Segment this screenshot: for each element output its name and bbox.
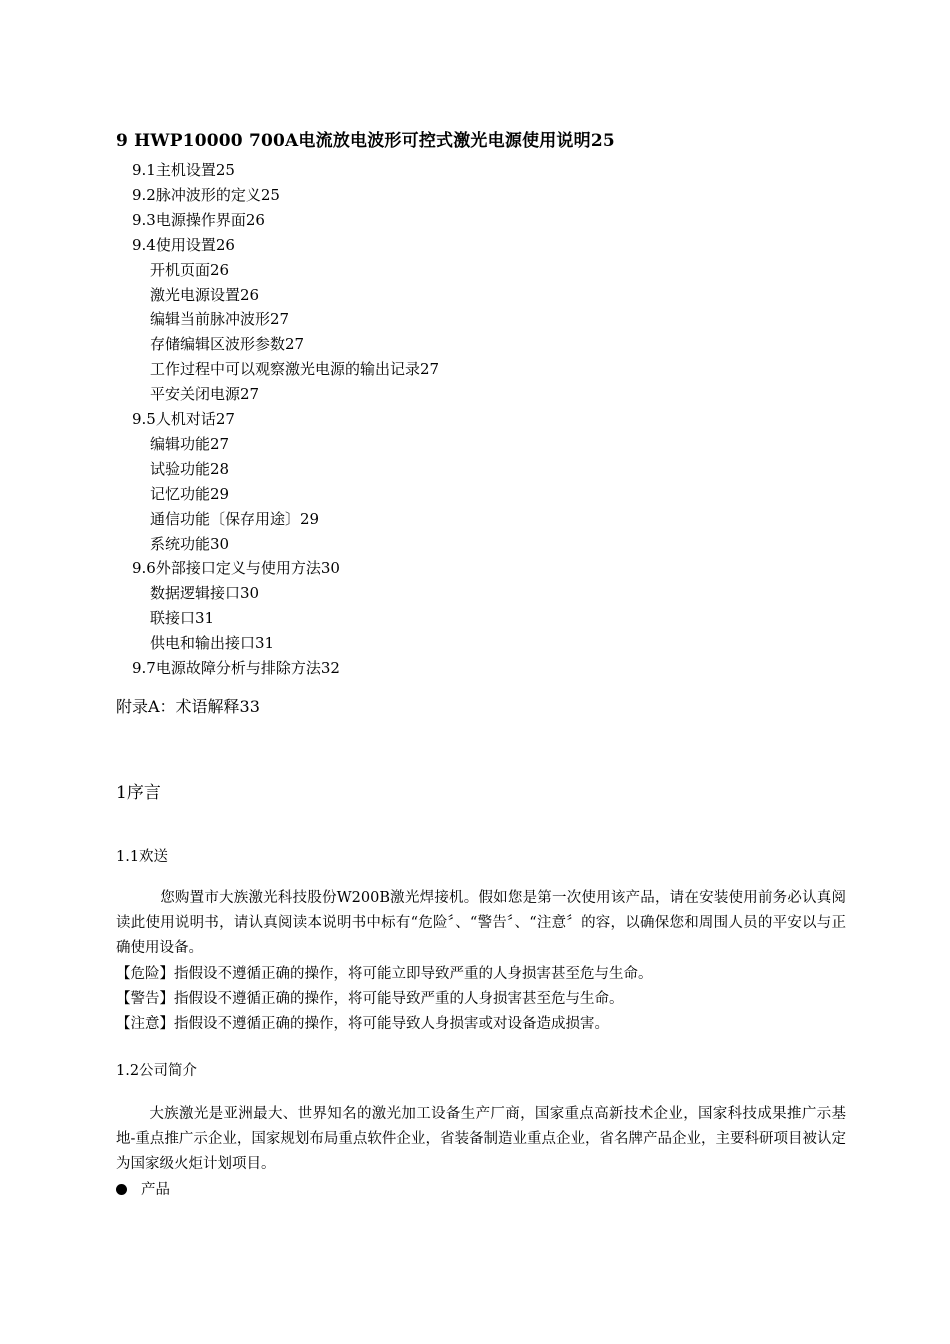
- toc-entry[interactable]: 平安关闭电源27: [150, 385, 260, 404]
- toc-entry[interactable]: 记忆功能29: [150, 484, 230, 503]
- subsection-heading-company: 1.2公司简介: [116, 1063, 198, 1079]
- toc-entry[interactable]: 存储编辑区波形参数27: [150, 335, 305, 354]
- welcome-paragraph-text: 您购置市大族激光科技股份W200B激光焊接机。假如您是第一次使用该产品，请在安装使用前务必认真阅读此使用说明书，请认真阅读本说明书中标有“危险〞、“警告〞、“注意〞的容，以确保您和周围人员的平安以与正确使用设备。: [116, 890, 846, 956]
- toc-entry[interactable]: 编辑当前脉冲波形27: [150, 310, 290, 329]
- toc-entry[interactable]: 激光电源设置26: [150, 285, 260, 304]
- toc-entry[interactable]: 9.5人机对话27: [132, 410, 235, 428]
- warning-note: 【警告】指假设不遵循正确的操作，将可能导致严重的人身损害甚至危与生命。: [116, 991, 624, 1007]
- toc-entry[interactable]: 编辑功能27: [150, 434, 230, 453]
- toc-entry[interactable]: 系统功能30: [150, 534, 230, 553]
- toc-chapter-title: 9 HWP10000 700A电流放电波形可控式激光电源使用说明25: [116, 131, 615, 151]
- toc-entry[interactable]: 开机页面26: [150, 260, 230, 279]
- caution-note: 【注意】指假设不遵循正确的操作，将可能导致人身损害或对设备造成损害。: [116, 1016, 609, 1032]
- toc-entry[interactable]: 联接口31: [150, 609, 215, 628]
- company-paragraph-text: 大族激光是亚洲最大、世界知名的激光加工设备生产厂商，国家重点高新技术企业，国家科技成果推广示基地-重点推广示企业，国家规划布局重点软件企业，省装备制造业重点企业，省名牌产品企业，主要科研项目被认定为国家级火炬计划项目。: [116, 1106, 846, 1172]
- company-paragraph: [116, 1102, 846, 1177]
- toc-entry[interactable]: 9.1主机设置25: [132, 161, 235, 179]
- bullet-item-products: [116, 1178, 170, 1199]
- toc-entry[interactable]: 供电和输出接口31: [150, 634, 275, 653]
- section-heading-preface: 1序言: [116, 783, 161, 803]
- toc-entry[interactable]: 9.2脉冲波形的定义25: [132, 185, 280, 204]
- danger-note: 【危险】指假设不遵循正确的操作，将可能立即导致严重的人身损害甚至危与生命。: [116, 966, 653, 982]
- toc-entry[interactable]: 9.4使用设置26: [132, 235, 235, 254]
- bullet-dot-icon: [116, 1184, 127, 1195]
- toc-entry[interactable]: 试验功能28: [150, 459, 230, 478]
- welcome-paragraph: [116, 886, 846, 961]
- toc-appendix: 附录A：术语解释33: [116, 697, 260, 716]
- toc-entry[interactable]: 通信功能〔保存用途〕29: [150, 509, 320, 528]
- subsection-heading-welcome: 1.1欢送: [116, 849, 169, 865]
- toc-entry[interactable]: 工作过程中可以观察激光电源的输出记录27: [150, 360, 440, 379]
- bullet-item-label: 产品: [141, 1182, 170, 1198]
- toc-entry[interactable]: 9.7电源故障分析与排除方法32: [132, 659, 340, 677]
- toc-entry[interactable]: 9.3电源操作界面26: [132, 210, 265, 229]
- toc-entry[interactable]: 9.6外部接口定义与使用方法30: [132, 559, 340, 578]
- toc-entry[interactable]: 数据逻辑接口30: [150, 584, 260, 603]
